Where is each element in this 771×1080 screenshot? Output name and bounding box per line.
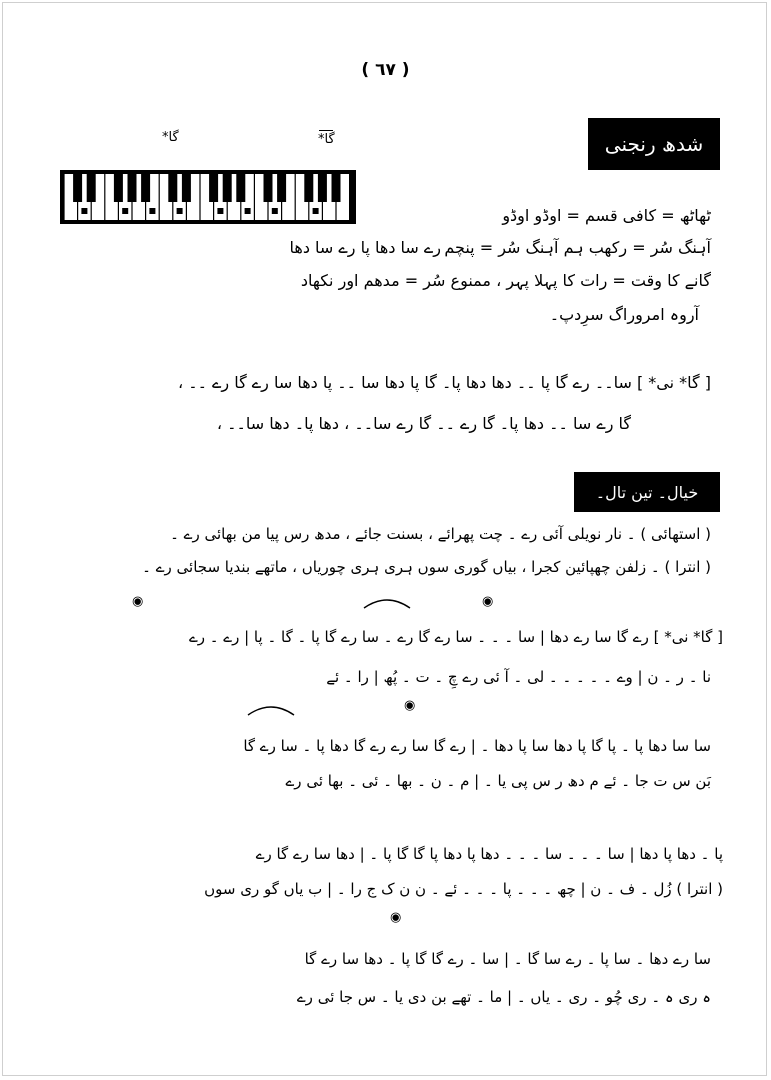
sargam-row-3: پا ۔ دھا پا دھا | سا ۔ ۔ ۔ سا ۔ ۔ ۔ دھا پا دھا پا گا گا پا ۔ | دھا سا رے گا رے [255,845,723,863]
asthai-line: ( استھائی ) ۔ نار نویلی آئی رے ۔ چت پھرائے ، بسنت جائے ، مدھ رس پیا من بھائی رے ۔ [170,525,711,543]
raag-title: شدھ رنجنی [588,118,720,170]
page-number: ( ٦٧ ) [361,60,410,80]
black-key [168,174,177,202]
meend-arc [362,596,412,610]
black-key [332,174,341,202]
lyric-row-1: نا ۔ ر ۔ ن | وے ۔ ۔ ۔ ۔ ۔ لی ۔ آ ئی رے چِ ۔ ت ۔ پُھ | را ۔ ئے [326,668,711,686]
time-line: گانے کا وقت = رات کا پہلا پہر ، ممنوع سُر = مدھم اور نکھاد [300,271,711,290]
khayal-heading: خیال۔ تین تال۔ [574,472,720,512]
lyric-row-4: ہ ری ہ ۔ ری چُو ۔ ری ۔ یاں ۔ | ما ۔ تھے بن دی یا ۔ س جا ئی رے [296,988,711,1006]
aroh-line: آروہ امروراگ سرِدپ۔ [549,305,699,324]
black-key [128,174,137,202]
black-key [223,174,232,202]
key-dot [177,208,183,214]
key-dot [81,208,87,214]
sam-mark: ◉ [390,910,402,925]
black-key [114,174,123,202]
aahang-notes: رے سا دھا پا رے سا دھا [289,238,441,257]
chalan-line-2: گا رے سا ۔۔ دھا پا۔ گا رے ۔۔ گا رے سا۔۔ ، دھا پا۔ دھا سا۔۔ ، [216,414,631,433]
sargam-row-2: سا سا دھا پا ۔ پا گا پا دھا سا پا دھا ۔ | رے گا سا رے رے گا دھا پا ۔ سا رے گا [243,737,711,755]
chalan-line-1: [ گا* نی* ] سا۔۔ رے گا پا ۔۔ دھا دھا پا۔ گا پا دھا سا ۔۔ پا دھا سا رے گا رے ۔۔ ، [177,373,711,392]
black-key [304,174,313,202]
sam-mark: ◉ [404,698,416,713]
piano-keyboard [60,170,356,224]
sargam-row-1: [ گا* نی* ] رے گا سا رے دھا | سا ۔ ۔ ۔ سا رے گا رے ۔ سا رے گا پا ۔ گا ۔ پا | رے ۔ رے [188,628,723,646]
black-key [73,174,82,202]
key-dot [217,208,223,214]
thaat-line: ٹھاٹھ = کافی قسم = اوڈو اوڈو [502,206,711,225]
sam-mark: ◉ [132,594,144,609]
black-key [264,174,273,202]
antra-line: ( انترا ) ۔ زلفن چھپائین کجرا ، بیاں گوری سوں ہری ہری چوریاں ، ماتھے بندیا سجائی رے ۔ [142,558,711,576]
black-key [318,174,327,202]
sargam-row-4: سا رے دھا ۔ سا پا ۔ رے سا گا ۔ | سا ۔ رے گا گا پا ۔ دھا سا رے گا [304,950,711,968]
sam-mark: ◉ [482,594,494,609]
key-dot [122,208,128,214]
key-dot [245,208,251,214]
black-key [87,174,96,202]
keyboard-mark-ga-komal: گا* [318,132,335,147]
lyric-row-3: ( انترا ) زُل ۔ ف ۔ ن | چھ ۔ ۔ ۔ پا ۔ ۔ ۔ ئے ۔ ن ن ک ج را ۔ | ب یاں گو ری سوں [204,880,723,898]
black-key [236,174,245,202]
black-key [209,174,218,202]
black-key [182,174,191,202]
key-dot [149,208,155,214]
black-key [141,174,150,202]
aahang-line: آہنگ سُر = رکھب ہم آہنگ سُر = پنچم [444,238,711,257]
key-dot [313,208,319,214]
key-dot [272,208,278,214]
keyboard-mark-ga: گا* [162,130,179,145]
black-key [277,174,286,202]
lyric-row-2: بَن س ت جا ۔ ئے م دھ ر س پی یا ۔ | م ۔ ن ۔ بھا ۔ ئی ۔ بھا ئی رے [285,772,711,790]
meend-arc [246,703,296,717]
